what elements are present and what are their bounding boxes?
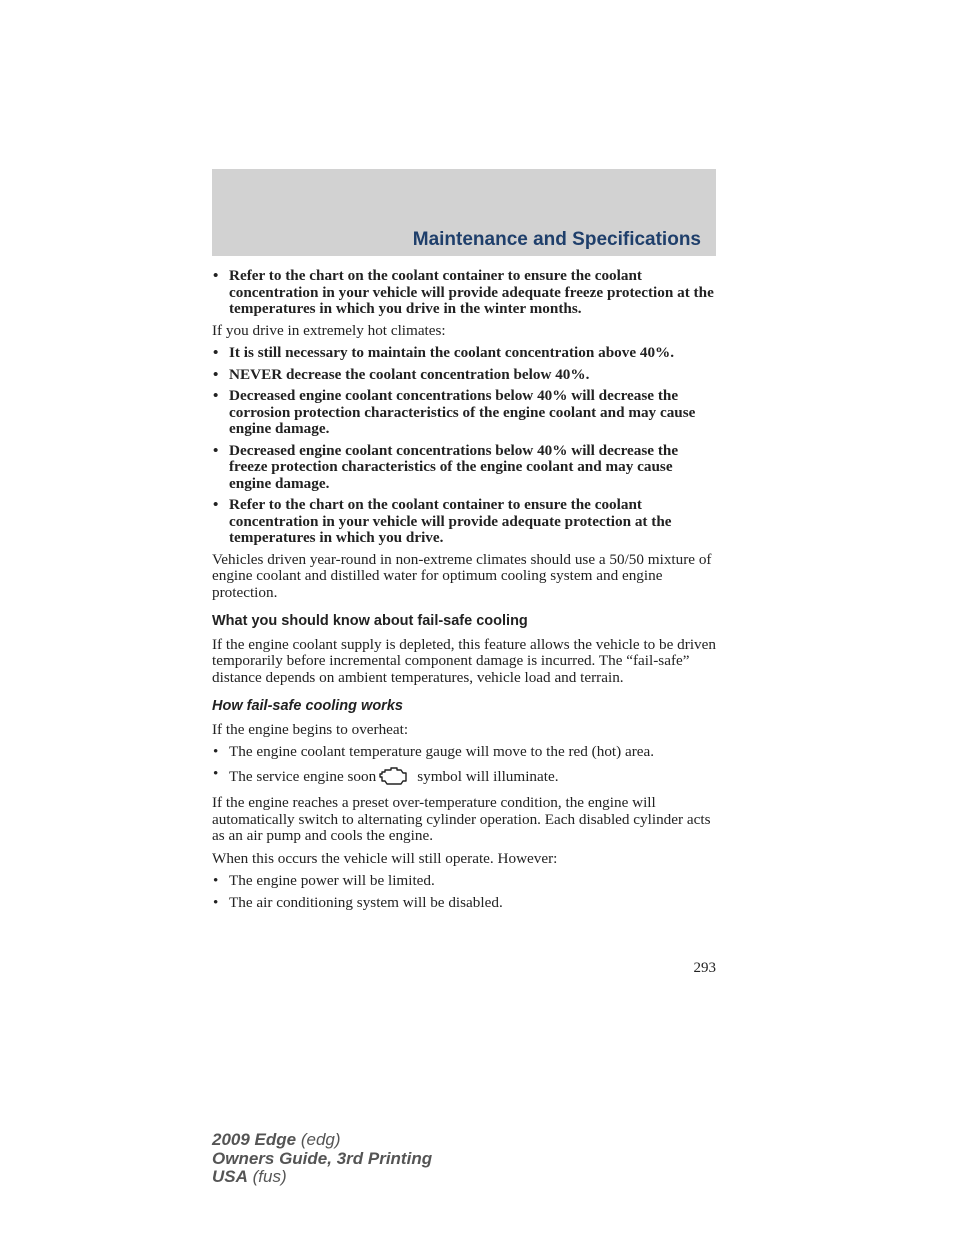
failsafe-heading: What you should know about fail-safe cooling	[212, 613, 528, 629]
list-item-service-engine	[212, 766, 716, 791]
footer-document-info	[212, 1131, 432, 1187]
footer-line-model	[212, 1131, 432, 1150]
overheat-intro: If the engine begins to overheat:	[212, 720, 409, 738]
limit-bullet-list	[212, 873, 716, 911]
failsafe-paragraph: If the engine coolant supply is depleted, this feature allows the vehicle to be driven temporarily before incremental component damage is incurred. The “fail-safe” distance depends on ambient temperatures, vehicle load and terrain.	[212, 635, 716, 686]
service-text-after: symbol will illuminate.	[417, 767, 559, 785]
list-item: • The engine power will be limited.	[212, 873, 716, 890]
page-content	[212, 268, 716, 916]
overheat-bullet-list	[212, 744, 716, 790]
list-item: • The engine coolant temperature gauge will move to the red (hot) area.	[212, 744, 716, 761]
check-engine-icon	[379, 766, 409, 791]
list-item: • Refer to the chart on the coolant container to ensure the coolant concentration in your vehicle will provide adequate protection at the temperatures in which you drive.	[212, 497, 716, 547]
footer-market-code: (fus)	[252, 1167, 287, 1186]
footer-line-market	[212, 1168, 432, 1187]
section-title: Maintenance and Specifications	[412, 229, 701, 250]
list-item: • NEVER decrease the coolant concentration below 40%.	[212, 367, 716, 384]
list-item: • It is still necessary to maintain the coolant concentration above 40%.	[212, 345, 716, 362]
hot-climate-intro: If you drive in extremely hot climates:	[212, 321, 446, 339]
list-item: • Refer to the chart on the coolant container to ensure the coolant concentration in your vehicle will provide adequate freeze protection at the temperatures in which you drive in the winter months.	[212, 268, 716, 318]
year-round-paragraph: Vehicles driven year-round in non-extreme climates should use a 50/50 mixture of engine coolant and distilled water for optimum cooling system and engine protection.	[212, 550, 712, 601]
list-item: • Decreased engine coolant concentrations below 40% will decrease the corrosion protection characteristics of the engine coolant and may cause engine damage.	[212, 388, 716, 438]
footer-market: USA	[212, 1167, 248, 1186]
section-header-band	[212, 169, 716, 256]
failsafe-subheading: How fail-safe cooling works	[212, 698, 403, 714]
winter-bullet-list	[212, 268, 716, 318]
preset-paragraph: If the engine reaches a preset over-temperature condition, the engine will automatically switch to alternating cylinder operation. Each disabled cylinder acts as an air pump and cools the engine.	[212, 794, 711, 844]
list-item: • The air conditioning system will be disabled.	[212, 895, 716, 912]
footer-guide-edition: Owners Guide, 3rd Printing	[212, 1148, 433, 1168]
hot-climate-bullet-list	[212, 345, 716, 547]
service-text-before: The service engine soon	[229, 767, 377, 785]
footer-model-code: (edg)	[300, 1130, 341, 1149]
page-number: 293	[693, 960, 716, 976]
footer-model: 2009 Edge	[212, 1130, 297, 1149]
list-item: • Decreased engine coolant concentrations below 40% will decrease the freeze protection characteristics of the engine coolant and may cause engine damage.	[212, 443, 716, 493]
when-paragraph: When this occurs the vehicle will still operate. However:	[212, 849, 558, 867]
